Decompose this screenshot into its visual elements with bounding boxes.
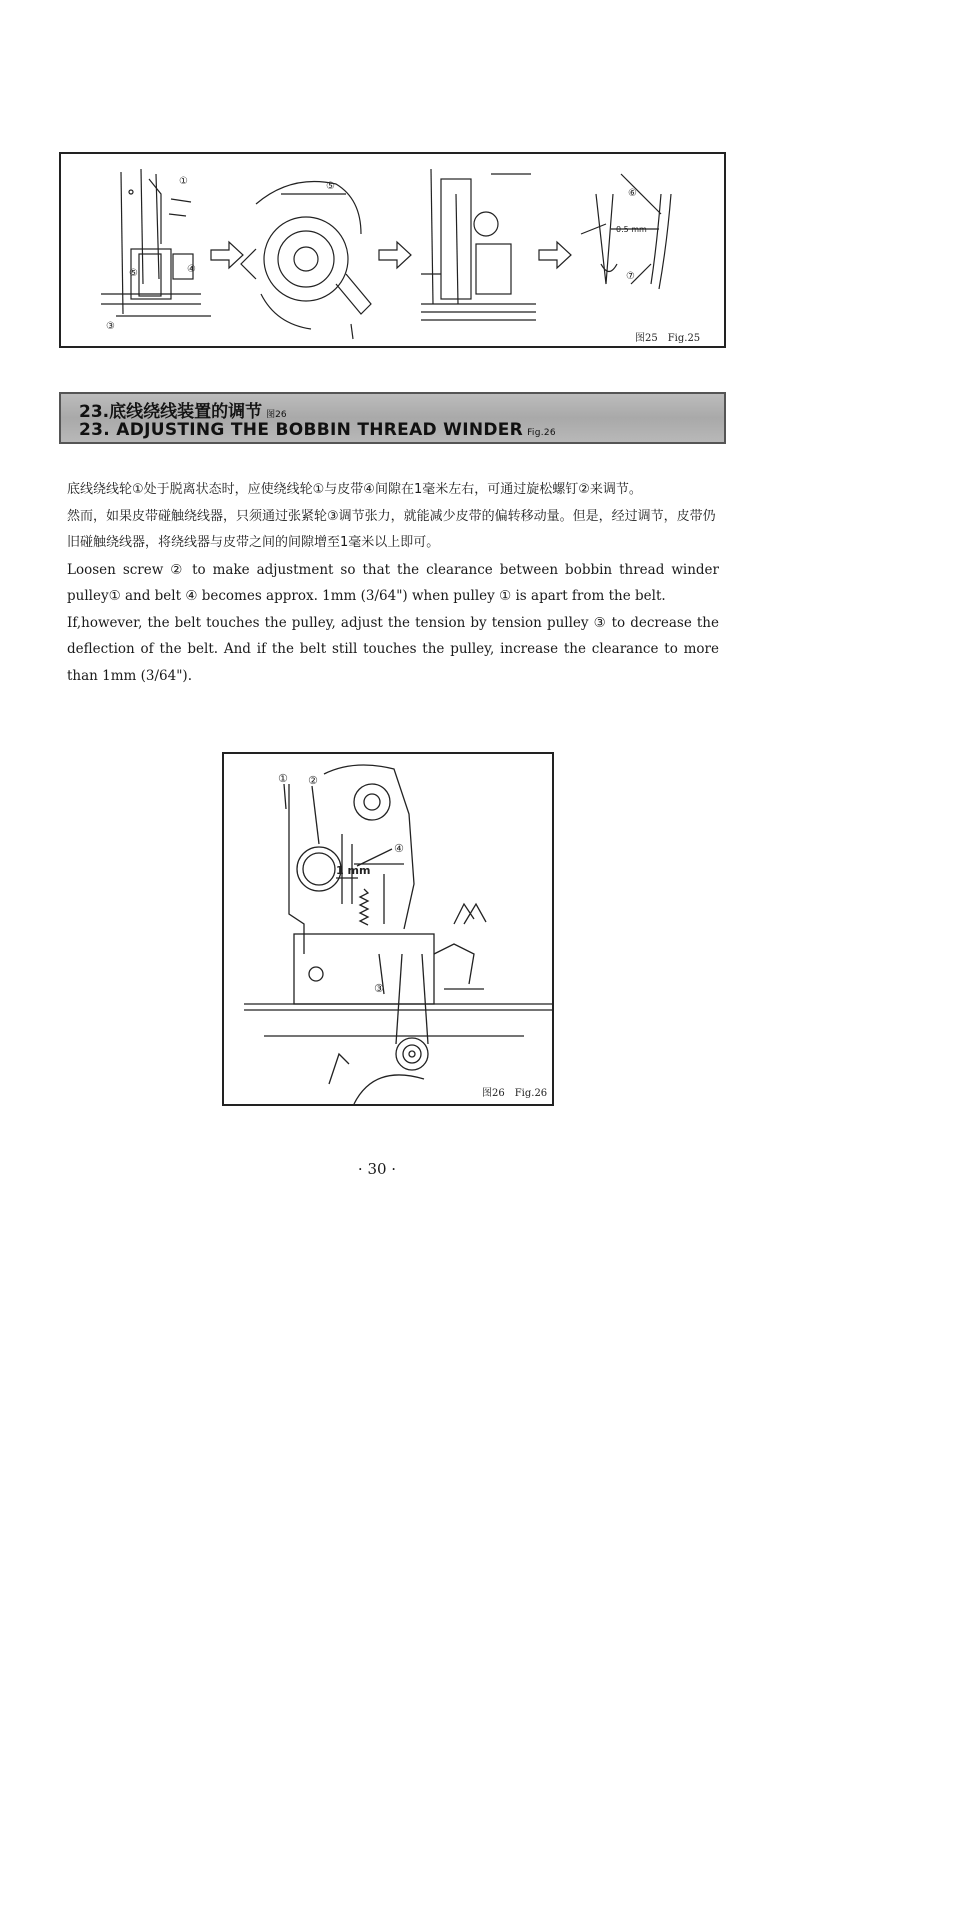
fig26-label-2: ② [308,774,318,787]
paragraph-en-2: If,however, the belt touches the pulley, adjust the tension by tension pulley ③ to decrease the deflection of the belt. And if the belt still touches the pulley, increase the clearance to more than 1mm (3/64"). [67,614,719,684]
fig25-label-4: ④ [187,264,196,275]
figure-26-caption: 图26 Fig.26 [482,1088,548,1099]
figure-25-illustration [61,154,724,346]
fig25-label-clearance: 0.5 mm [616,225,647,234]
fig26-label-clearance: 1 mm [336,864,371,877]
fig26-label-3: ③ [374,982,384,995]
fig25-label-7: ⑦ [626,271,635,282]
fig25-label-5b: ⑤ [326,181,335,192]
fig25-label-6: ⑥ [628,188,637,199]
figure-25 [59,152,726,348]
section-title-en [79,420,556,440]
section-title-en-ref: Fig.26 [527,428,556,438]
paragraph-en-1: Loosen screw ② to make adjustment so that the clearance between bobbin thread winder pulley① and belt ④ becomes approx. 1mm (3/64") when pulley ① is apart from the belt. [67,561,719,604]
fig25-label-3: ③ [106,321,115,332]
fig26-label-4: ④ [394,842,404,855]
fig26-label-1: ① [278,772,288,785]
paragraph-cn-1: 底线绕线轮①处于脱离状态时，应使绕线轮①与皮带④间隙在1毫米左右，可通过旋松螺钉②来调节。 [67,482,642,497]
body-text [67,477,719,689]
section-title-cn [79,397,287,422]
section-title-en-text: 23. ADJUSTING THE BOBBIN THREAD WINDER [79,420,524,440]
paragraph-cn-2: 然而，如果皮带碰触绕线器，只须通过张紧轮③调节张力，就能减少皮带的偏转移动量。但是，经过调节，皮带仍旧碰触绕线器，将绕线器与皮带之间的间隙增至1毫米以上即可。 [67,508,716,550]
figure-26 [222,752,554,1106]
section-header [59,392,726,444]
page-number: · 30 · [357,1160,397,1178]
figure-25-caption: 图25 Fig.25 [635,333,701,344]
section-title-cn-ref: 图26 [266,410,287,420]
section-title-cn-text: 23.底线绕线装置的调节 [79,402,263,422]
fig25-label-5a: ⑤ [129,268,138,279]
fig25-label-1: ① [179,176,188,187]
figure-26-illustration [224,754,552,1104]
